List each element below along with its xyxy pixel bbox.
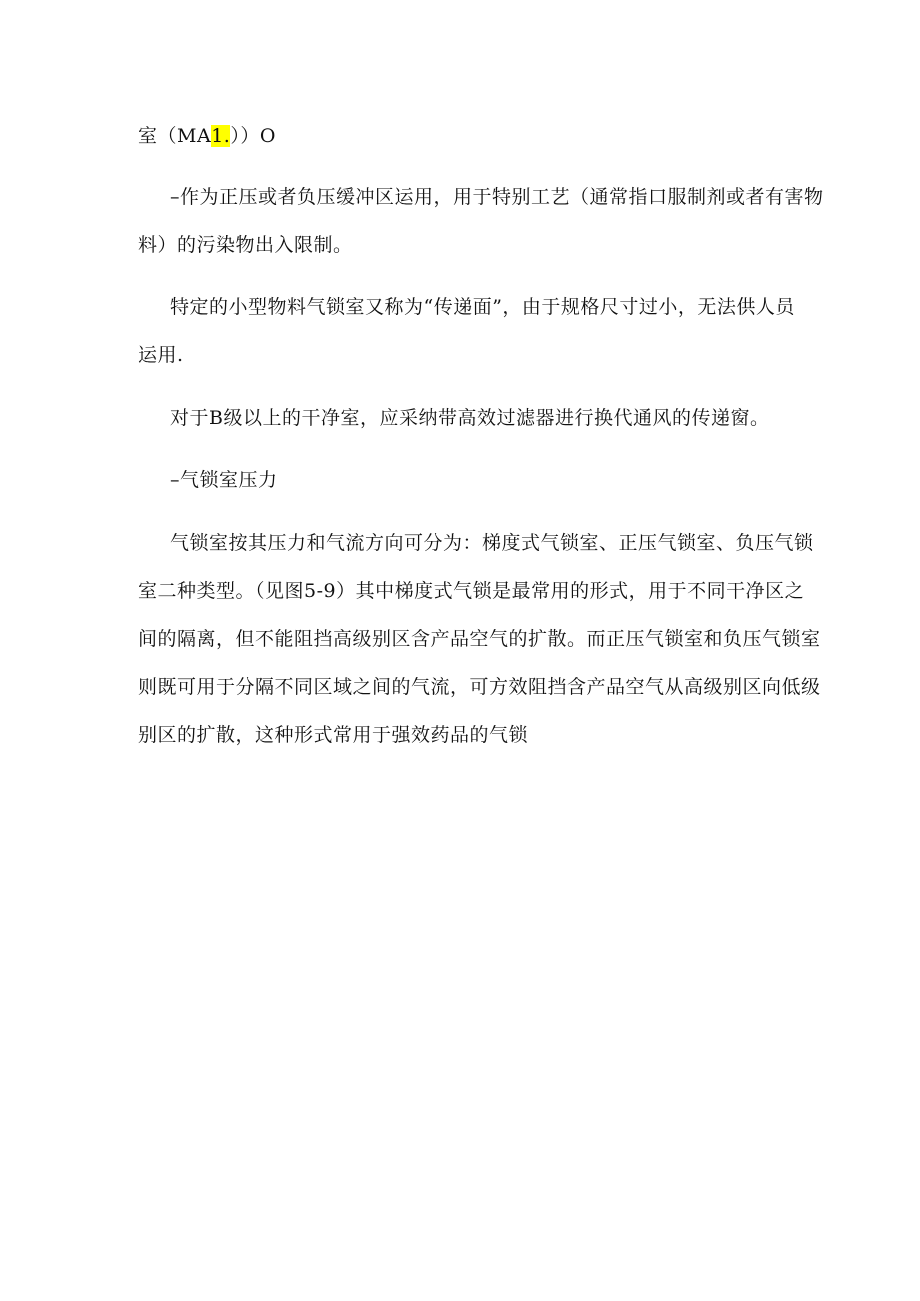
section-heading: –气锁室压力: [170, 469, 278, 491]
paragraph-2-line-1: –作为正压或者负压缓冲区运用，用于特别工艺（通常指口服制剂或者有害物: [170, 186, 824, 208]
paragraph-6-line-2: 室二种类型。（见图5-9）其中梯度式气锁是最常用的形式，用于不同干净区之: [138, 580, 805, 602]
paragraph-6-line-5: 别区的扩散，这种形式常用于强效药品的气锁: [138, 724, 529, 746]
paragraph-1-line-1: [138, 124, 788, 148]
paragraph-2-line-2: 料）的污染物出入限制。: [138, 234, 353, 256]
paragraph-4-line-1: 对于B级以上的干净室，应采纳带高效过滤器进行换代通风的传递窗。: [170, 407, 770, 429]
paragraph-3-line-2: 运用.: [138, 344, 184, 366]
paragraph-6-line-1: 气锁室按其压力和气流方向可分为：梯度式气锁室、正压气锁室、负压气锁: [170, 532, 814, 554]
paragraph-6-line-3: 间的隔离，但不能阻挡高级别区含产品空气的扩散。而正压气锁室和负压气锁室: [138, 628, 821, 650]
paragraph-1-text-a: 室（MA: [138, 125, 212, 147]
highlighted-text: 1.: [211, 125, 231, 147]
paragraph-1-text-b: ））O: [230, 125, 276, 147]
paragraph-6-line-4: 则既可用于分隔不同区域之间的气流，可方效阻挡含产品空气从高级别区向低级: [138, 676, 821, 698]
paragraph-3-line-1: 特定的小型物料气锁室又称为“传递面”，由于规格尺寸过小，无法供人员: [170, 296, 795, 318]
